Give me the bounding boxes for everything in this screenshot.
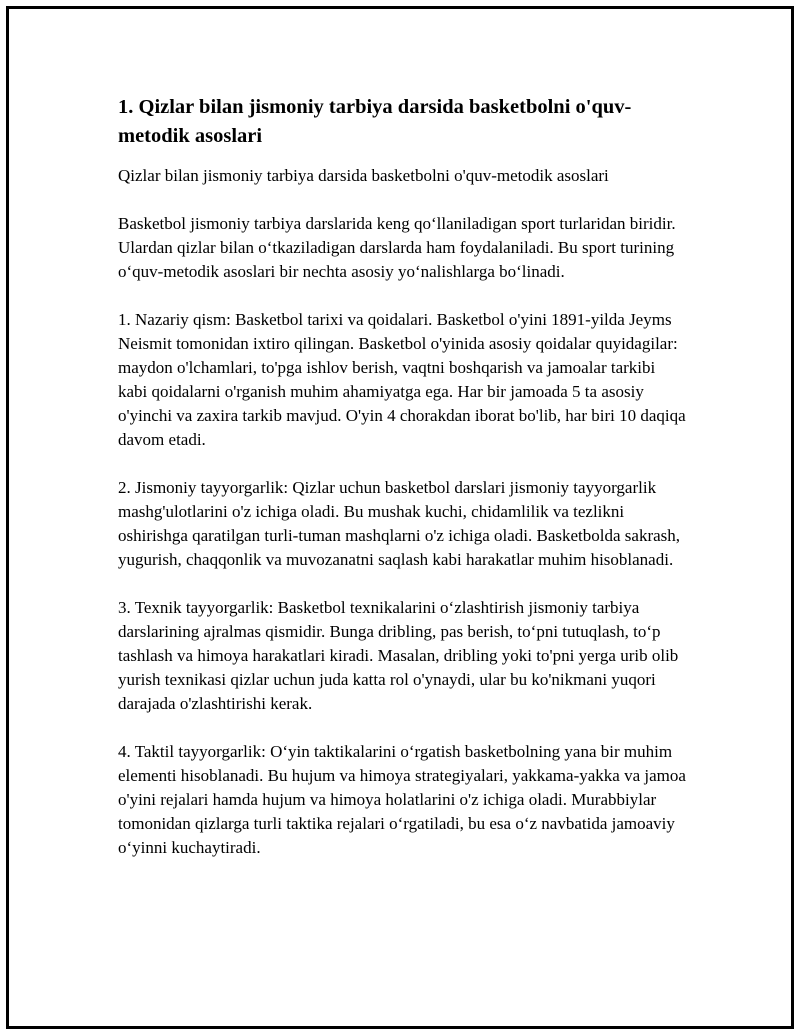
paragraph-physical-training: 2. Jismoniy tayyorgarlik: Qizlar uchun basketbol darslari jismoniy tayyorgarlik mashg'ulotlarini o'z ichiga oladi. Bu mushak kuchi, chidamlilik va tezlikni oshirishga qaratilgan turli-tuman mashqlarni o'z ichiga oladi. Basketbolda sakrash, yugurish, chaqqonlik va muvozanatni saqlash kabi harakatlar muhim hisoblanadi. — [118, 478, 681, 569]
document-body — [118, 93, 688, 884]
document-title: 1. Qizlar bilan jismoniy tarbiya darsida basketbolni o'quv-metodik asoslari — [118, 96, 632, 147]
paragraph-theory: 1. Nazariy qism: Basketbol tarixi va qoidalari. Basketbol o'yini 1891-yilda Jeyms Neismit tomonidan ixtiro qilingan. Basketbol o'yinida asosiy qoidalar quyidagilar: maydon o'lchamlari, to'pga ishlov berish, vaqtni boshqarish va jamoalar tarkibi kabi qoidalarni o'rganish muhim ahamiyatga ega. Har bir jamoada 5 ta asosiy o'yinchi va zaxira tarkib mavjud. O'yin 4 chorakdan iborat bo'lib, har biri 10 daqiqa davom etadi. — [118, 310, 686, 449]
paragraph-tactical-training: 4. Taktil tayyorgarlik: O‘yin taktikalarini o‘rgatish basketbolning yana bir muhim elementi hisoblanadi. Bu hujum va himoya strategiyalari, yakkama-yakka va jamoa o'yini rejalari hamda hujum va himoya holatlarini o'z ichiga oladi. Murabbiylar tomonidan qizlarga turli taktika rejalari o‘rgatiladi, bu esa o‘z navbatida jamoaviy o‘yinni kuchaytiradi. — [118, 742, 686, 857]
paragraph-technical-training: 3. Texnik tayyorgarlik: Basketbol texnikalarini o‘zlashtirish jismoniy tarbiya darslarining ajralmas qismidir. Bunga dribling, pas berish, to‘pni tutuqlash, to‘p tashlash va himoya harakatlari kiradi. Masalan, dribling yoki to'pni yerga urib olib yurish texnikasi qizlar uchun juda katta rol o'ynaydi, ular bu ko'nikmani yuqori darajada o'zlashtirishi kerak. — [118, 598, 679, 713]
document-subtitle: Qizlar bilan jismoniy tarbiya darsida basketbolni o'quv-metodik asoslari — [118, 166, 609, 185]
paragraph-intro: Basketbol jismoniy tarbiya darslarida keng qo‘llaniladigan sport turlaridan biridir. Ulardan qizlar bilan o‘tkaziladigan darslarda ham foydalaniladi. Bu sport turining o‘quv-metodik asoslari bir nechta asosiy yo‘nalishlarga bo‘linadi. — [118, 214, 676, 281]
